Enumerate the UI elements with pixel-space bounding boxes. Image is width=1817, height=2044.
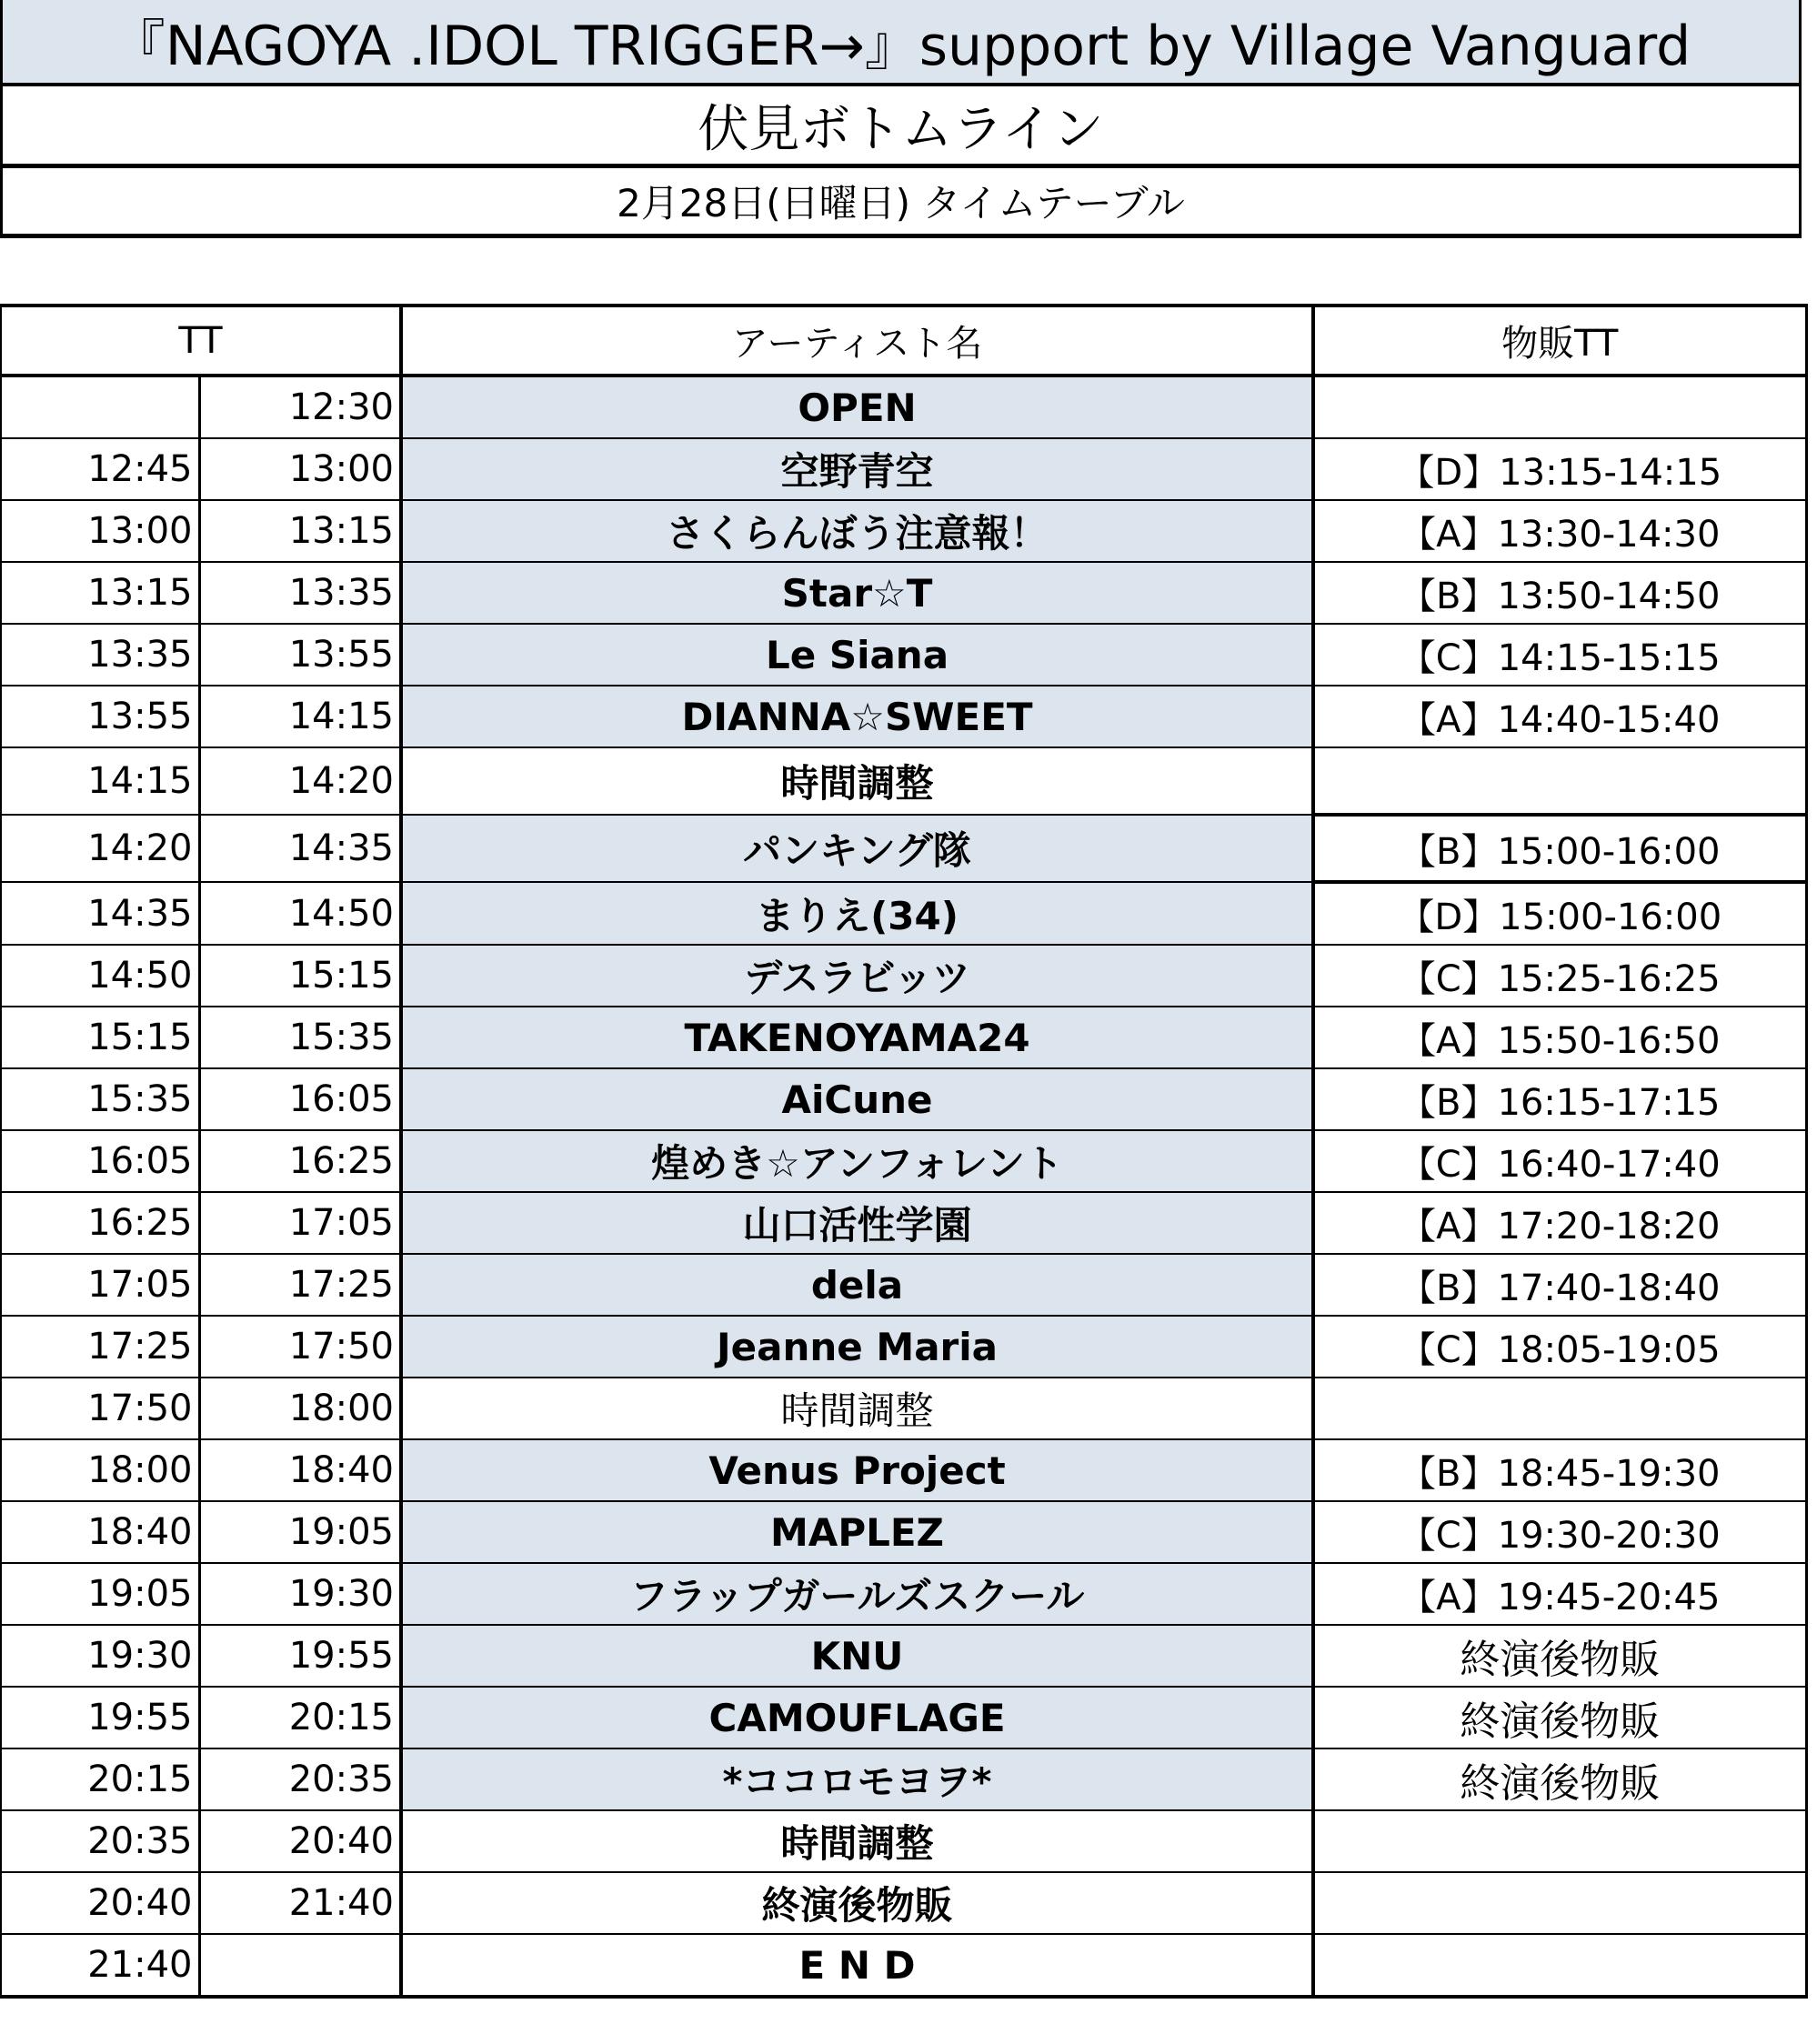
table-row: [1, 1563, 1806, 1625]
start-time: 20:40: [1, 1872, 199, 1934]
artist-name: Star☆T: [401, 562, 1313, 624]
artist-name: OPEN: [401, 376, 1313, 438]
merch-time: 【B】18:45-19:30: [1313, 1439, 1806, 1501]
merch-time: 【C】15:25-16:25: [1313, 945, 1806, 1007]
end-time: 14:20: [199, 747, 401, 815]
end-time: 19:55: [199, 1625, 401, 1687]
start-time: 12:45: [1, 438, 199, 500]
start-time: [1, 376, 199, 438]
artist-name: 空野青空: [401, 438, 1313, 500]
end-time: 13:15: [199, 500, 401, 562]
start-time: 16:05: [1, 1130, 199, 1192]
table-row: [1, 1254, 1806, 1316]
start-time: 14:15: [1, 747, 199, 815]
start-time: 19:55: [1, 1687, 199, 1748]
start-time: 20:15: [1, 1748, 199, 1810]
end-time: 16:05: [199, 1068, 401, 1130]
table-row: [1, 1316, 1806, 1378]
merch-time: 【D】13:15-14:15: [1313, 438, 1806, 500]
artist-name: CAMOUFLAGE: [401, 1687, 1313, 1748]
merch-time: 【A】13:30-14:30: [1313, 500, 1806, 562]
artist-name: Venus Project: [401, 1439, 1313, 1501]
merch-time: 【D】15:00-16:00: [1313, 882, 1806, 945]
end-time: 18:00: [199, 1378, 401, 1439]
merch-time: [1313, 1810, 1806, 1872]
table-row: [1, 376, 1806, 438]
artist-name: 時間調整: [401, 1378, 1313, 1439]
table-row: [1, 1748, 1806, 1810]
end-time: 17:05: [199, 1192, 401, 1254]
end-time: 15:15: [199, 945, 401, 1007]
table-row: [1, 1625, 1806, 1687]
merch-time: 【B】17:40-18:40: [1313, 1254, 1806, 1316]
start-time: 14:20: [1, 815, 199, 882]
table-header-row: [1, 306, 1806, 376]
column-header-merch: 物販TT: [1313, 306, 1806, 376]
start-time: 17:50: [1, 1378, 199, 1439]
start-time: 14:50: [1, 945, 199, 1007]
artist-name: パンキング隊: [401, 815, 1313, 882]
table-row: [1, 1192, 1806, 1254]
table-row: [1, 1934, 1806, 1997]
merch-time: 【B】15:00-16:00: [1313, 815, 1806, 882]
artist-name: KNU: [401, 1625, 1313, 1687]
end-time: 13:00: [199, 438, 401, 500]
event-date: 2月28日(日曜日) タイムテーブル: [0, 168, 1802, 238]
start-time: 19:05: [1, 1563, 199, 1625]
end-time: 16:25: [199, 1130, 401, 1192]
end-time: 14:15: [199, 686, 401, 747]
end-time: 18:40: [199, 1439, 401, 1501]
merch-time: [1313, 1872, 1806, 1934]
artist-name: 時間調整: [401, 747, 1313, 815]
start-time: 19:30: [1, 1625, 199, 1687]
table-row: [1, 438, 1806, 500]
timetable: [0, 304, 1808, 1999]
table-row: [1, 624, 1806, 686]
merch-time: [1313, 1378, 1806, 1439]
end-time: 20:35: [199, 1748, 401, 1810]
table-row: [1, 882, 1806, 945]
event-title: 『NAGOYA .IDOL TRIGGER→』support by Village Vanguard: [0, 0, 1802, 86]
table-row: [1, 1068, 1806, 1130]
start-time: 17:25: [1, 1316, 199, 1378]
artist-name: DIANNA☆SWEET: [401, 686, 1313, 747]
start-time: 13:35: [1, 624, 199, 686]
table-row: [1, 1687, 1806, 1748]
merch-time: 【A】14:40-15:40: [1313, 686, 1806, 747]
venue-name: 伏見ボトムライン: [0, 86, 1802, 168]
start-time: 18:40: [1, 1501, 199, 1563]
start-time: 16:25: [1, 1192, 199, 1254]
table-row: [1, 747, 1806, 815]
start-time: 13:15: [1, 562, 199, 624]
artist-name: TAKENOYAMA24: [401, 1007, 1313, 1068]
end-time: 14:35: [199, 815, 401, 882]
artist-name: Jeanne Maria: [401, 1316, 1313, 1378]
artist-name: まりえ(34): [401, 882, 1313, 945]
table-row: [1, 1439, 1806, 1501]
end-time: 20:40: [199, 1810, 401, 1872]
merch-time: 終演後物販: [1313, 1748, 1806, 1810]
column-header-artist: アーティスト名: [401, 306, 1313, 376]
table-row: [1, 1130, 1806, 1192]
artist-name: MAPLEZ: [401, 1501, 1313, 1563]
artist-name: さくらんぼう注意報！: [401, 500, 1313, 562]
artist-name: フラップガールズスクール: [401, 1563, 1313, 1625]
table-row: [1, 1378, 1806, 1439]
artist-name: AiCune: [401, 1068, 1313, 1130]
table-row: [1, 1007, 1806, 1068]
timetable-body: [1, 376, 1806, 1997]
artist-name: E N D: [401, 1934, 1313, 1997]
table-row: [1, 1872, 1806, 1934]
artist-name: 時間調整: [401, 1810, 1313, 1872]
start-time: 21:40: [1, 1934, 199, 1997]
merch-time: 【C】14:15-15:15: [1313, 624, 1806, 686]
artist-name: 煌めき☆アンフォレント: [401, 1130, 1313, 1192]
artist-name: Le Siana: [401, 624, 1313, 686]
start-time: 17:05: [1, 1254, 199, 1316]
start-time: 15:15: [1, 1007, 199, 1068]
end-time: 17:25: [199, 1254, 401, 1316]
start-time: 20:35: [1, 1810, 199, 1872]
start-time: 18:00: [1, 1439, 199, 1501]
end-time: 19:30: [199, 1563, 401, 1625]
merch-time: 【B】13:50-14:50: [1313, 562, 1806, 624]
merch-time: 【A】19:45-20:45: [1313, 1563, 1806, 1625]
artist-name: dela: [401, 1254, 1313, 1316]
end-time: 15:35: [199, 1007, 401, 1068]
start-time: 14:35: [1, 882, 199, 945]
table-row: [1, 1501, 1806, 1563]
start-time: 13:55: [1, 686, 199, 747]
end-time: 20:15: [199, 1687, 401, 1748]
table-row: [1, 1810, 1806, 1872]
merch-time: [1313, 376, 1806, 438]
artist-name: 終演後物販: [401, 1872, 1313, 1934]
merch-time: 【C】18:05-19:05: [1313, 1316, 1806, 1378]
end-time: 14:50: [199, 882, 401, 945]
column-header-tt: TT: [1, 306, 401, 376]
end-time: 17:50: [199, 1316, 401, 1378]
merch-time: 【B】16:15-17:15: [1313, 1068, 1806, 1130]
artist-name: 山口活性学園: [401, 1192, 1313, 1254]
merch-time: 【A】17:20-18:20: [1313, 1192, 1806, 1254]
merch-time: [1313, 1934, 1806, 1997]
table-row: [1, 500, 1806, 562]
end-time: 13:55: [199, 624, 401, 686]
merch-time: 【C】19:30-20:30: [1313, 1501, 1806, 1563]
merch-time: 終演後物販: [1313, 1625, 1806, 1687]
end-time: 12:30: [199, 376, 401, 438]
table-row: [1, 562, 1806, 624]
end-time: [199, 1934, 401, 1997]
merch-time: 終演後物販: [1313, 1687, 1806, 1748]
artist-name: *ココロモヨヲ*: [401, 1748, 1313, 1810]
end-time: 21:40: [199, 1872, 401, 1934]
merch-time: 【A】15:50-16:50: [1313, 1007, 1806, 1068]
table-row: [1, 815, 1806, 882]
merch-time: 【C】16:40-17:40: [1313, 1130, 1806, 1192]
table-row: [1, 945, 1806, 1007]
start-time: 15:35: [1, 1068, 199, 1130]
start-time: 13:00: [1, 500, 199, 562]
artist-name: デスラビッツ: [401, 945, 1313, 1007]
merch-time: [1313, 747, 1806, 815]
table-row: [1, 686, 1806, 747]
end-time: 13:35: [199, 562, 401, 624]
end-time: 19:05: [199, 1501, 401, 1563]
